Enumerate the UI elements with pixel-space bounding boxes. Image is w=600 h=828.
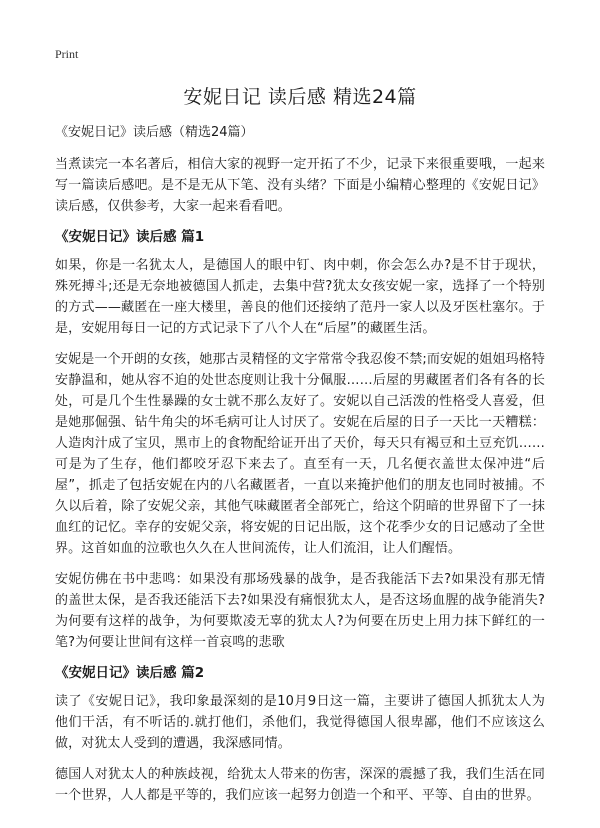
section-heading: 《安妮日记》读后感 篇2	[55, 665, 205, 681]
section-paragraph: 安妮是一个开朗的女孩，她那古灵精怪的文字常常令我忍俊不禁;而安妮的姐姐玛格特安静温和，她从容不迫的处世态度则让我十分佩服……后屋的男藏匿者们各有各的长处，可是几个生性暴躁的女士就不那么友好了。安妮以自己活泼的性格受人喜爱，但是她那倔强、钻牛角尖的坏毛病可让人讨厌了。安妮在后屋的日子一天比一天糟糕：人造肉汁成了宝贝，黑市上的食物配给证开出了天价，每天只有褐豆和土豆充饥……可是为了生存，他们都咬牙忍下来去了。直至有一天，几名便衣盖世太保冲进“后屋”，抓走了包括安妮在内的八名藏匿者，一直以来掩护他们的朋友也同时被捕。不久以后着，除了安妮父亲，其他气味藏匿者全部死亡，给这个阴暗的世界留下了一抹血红的记忆。幸存的安妮父亲，将安妮的日记出版，这个花季少女的日记感动了全世界。这首如血的泣歌也久久在人世间流传，让人们流泪，让人们醒悟。	[55, 352, 545, 556]
intro-paragraph: 当煮读完一本名著后，相信大家的视野一定开拓了不少，记录下来很重要哦，一起来写一篇读后感吧。是不是无从下笔、没有头绪？下面是小编精心整理的《安妮日记》读后感，仅供参考，大家一起来看看吧。	[55, 157, 545, 214]
section-paragraph: 如果，你是一名犹太人，是德国人的眼中钉、肉中刺，你会怎么办?是不甘于现状，殊死搏斗;还是无奈地被德国人抓走，去集中营?犹太女孩安妮一家，选择了一个特别的方式——藏匿在一座大楼里，善良的他们还接纳了范丹一家人以及牙医杜塞尔。于是，安妮用每日一记的方式记录下了八个人在“后屋”的藏匿生活。	[55, 258, 545, 336]
section-2	[55, 663, 545, 806]
section-paragraph: 安妮仿佛在书中悲鸣：如果没有那场残暴的战争，是否我能活下去?如果没有那无情的盖世太保，是否我还能活下去?如果没有痛恨犹太人，是否这场血腥的战争能消失?为何要有这样的战争，为何要欺凌无辜的犹太人?为何要在历史上用力抹下鲜红的一笔?为何要让世间有这样一首哀鸣的悲歌	[55, 572, 545, 650]
document-subtitle: 《安妮日记》读后感（精选24篇）	[55, 125, 254, 140]
section-paragraph: 德国人对犹太人的种族歧视，给犹太人带来的伤害，深深的震撼了我，我们生活在同一个世界，人人都是平等的，我们应该一起努力创造一个和平、平等、自由的世界。	[55, 767, 545, 803]
section-paragraph: 读了《安妮日记》，我印象最深刻的是10月9日这一篇，主要讲了德国人抓犹太人为他们干活，有不听话的.就打他们，杀他们，我觉得德国人很卑鄙，他们不应该这么做，对犹太人受到的遭遇，我深感同情。	[55, 694, 545, 751]
section-heading: 《安妮日记》读后感 篇1	[55, 229, 205, 245]
section-1	[55, 227, 545, 653]
document-title: 安妮日记 读后感 精选24篇	[183, 86, 417, 108]
print-label: Print	[55, 47, 79, 61]
